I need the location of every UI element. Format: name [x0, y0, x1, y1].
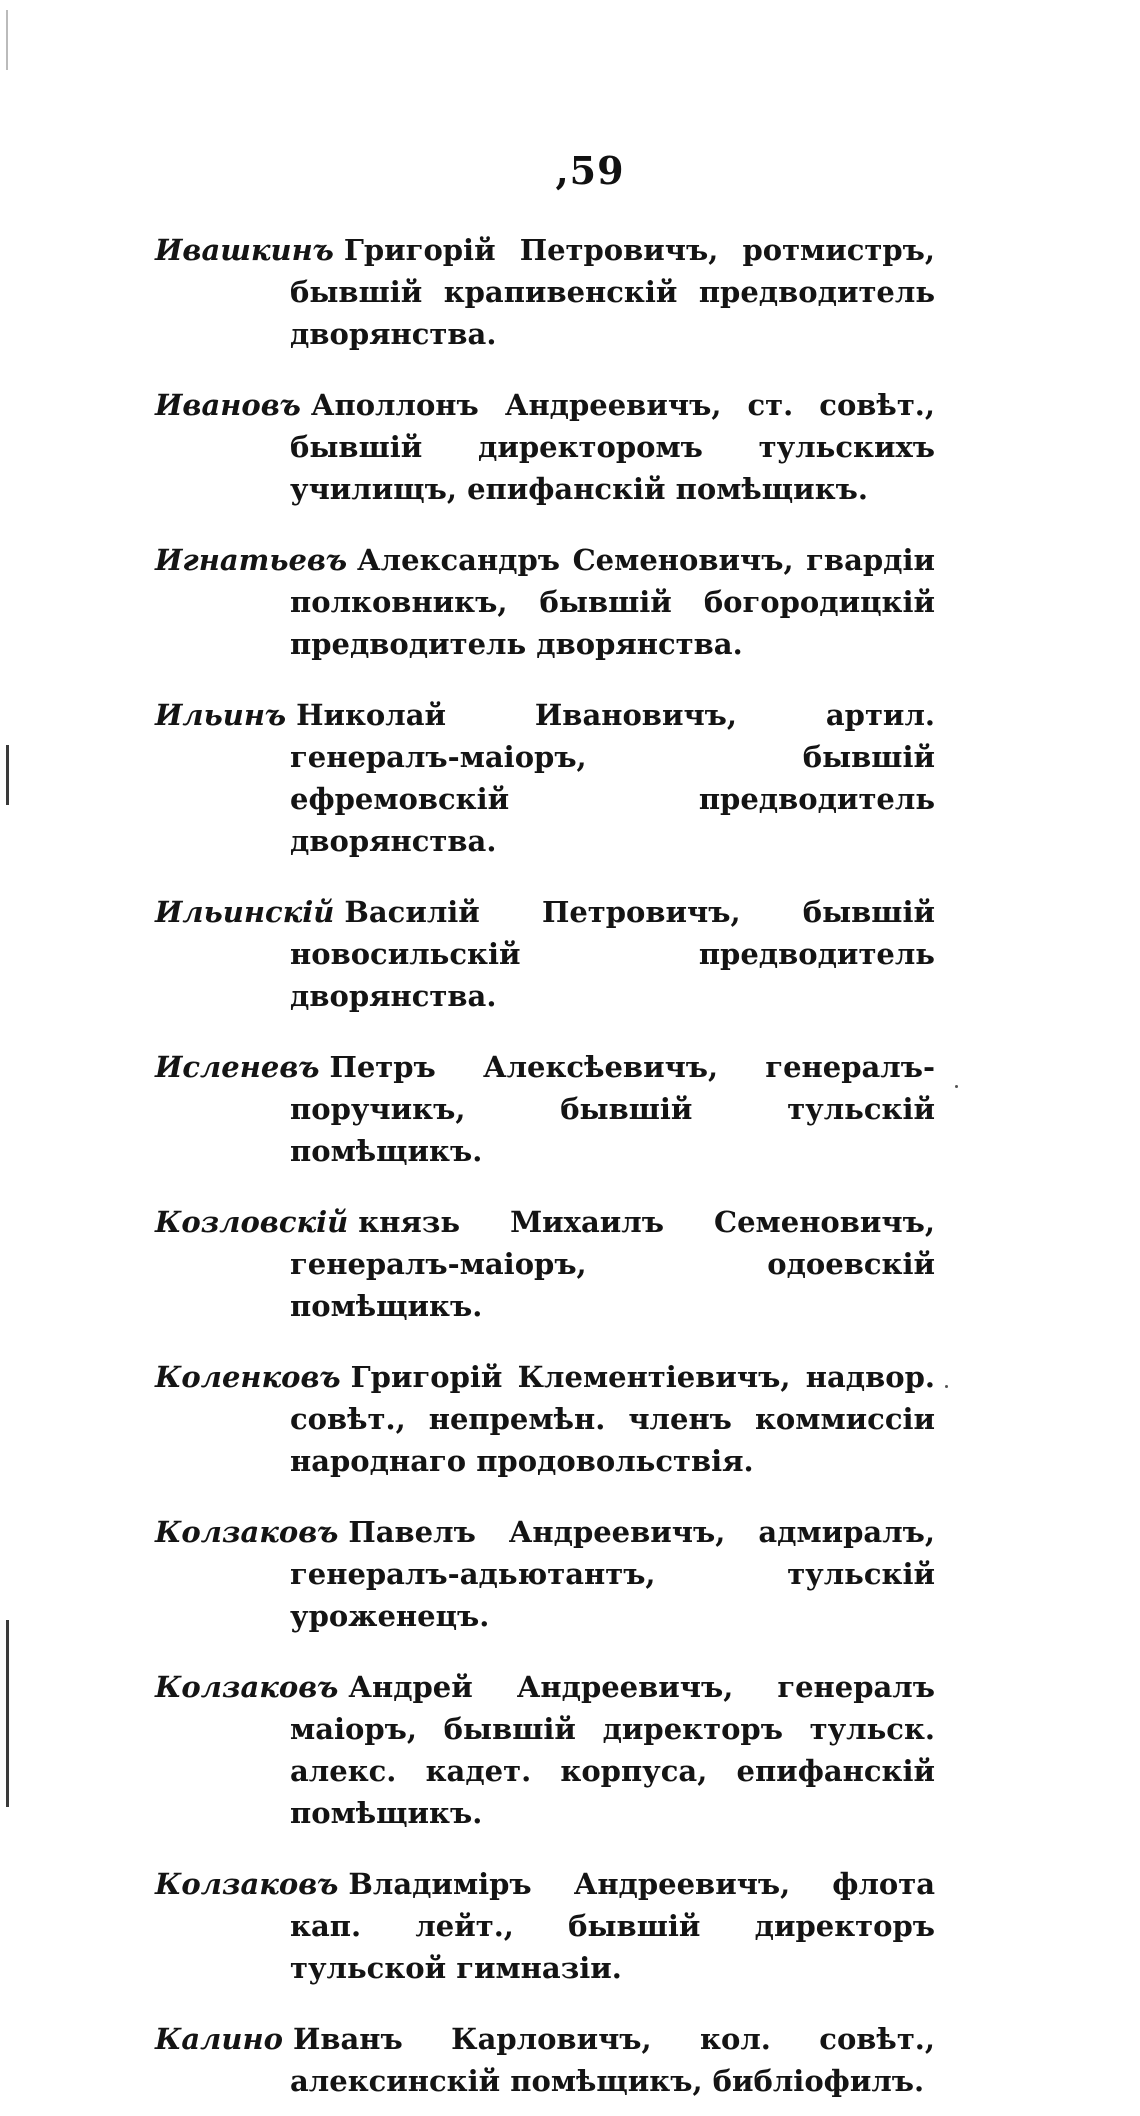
list-item [155, 384, 935, 510]
entry-surname: Игнатьевъ [155, 543, 348, 577]
list-item [155, 1356, 935, 1482]
entry-text: князь Михаилъ Семеновичъ, генералъ-маіоръ, одоевскій помѣщикъ. [290, 1205, 935, 1323]
entry-text: Василій Петровичъ, бывшій новосильскій предводитель дворянства. [290, 895, 935, 1013]
list-item [155, 891, 935, 1017]
entry-text: Александръ Семеновичъ, гвардіи полковникъ, бывшій богородицкій предводитель дворянства. [290, 543, 935, 661]
entry-surname: Ивашкинъ [155, 233, 334, 267]
entry-surname: Ильинскій [155, 895, 335, 929]
entry-surname: Ильинъ [155, 698, 287, 732]
list-item [155, 2018, 935, 2102]
list-item [155, 1511, 935, 1637]
scan-margin-line [6, 745, 9, 805]
scan-speck [955, 1085, 958, 1088]
list-item [155, 539, 935, 665]
entry-text: Николай Ивановичъ, артил. генералъ-маіоръ, бывшій ефремовскій предводитель дворянства. [290, 698, 935, 858]
scan-speck [945, 1385, 948, 1388]
entry-surname: Колзаковъ [155, 1867, 339, 1901]
scan-margin-line [6, 1620, 9, 1807]
entry-surname: Колзаковъ [155, 1515, 339, 1549]
list-item [155, 1863, 935, 1989]
entry-text: Григорій Клементіевичъ, надвор. совѣт., непремѣн. членъ коммиссіи народнаго продовольствія. [290, 1360, 935, 1478]
entry-surname: Коленковъ [155, 1360, 341, 1394]
entry-text: Иванъ Карловичъ, кол. совѣт., алексинскій помѣщикъ, библіофилъ. [290, 2022, 935, 2098]
entry-surname: Калино [155, 2022, 283, 2056]
entry-text: Владиміръ Андреевичъ, флота кап. лейт., бывшій директоръ тульской гимназіи. [290, 1867, 935, 1985]
entry-text: Андрей Андреевичъ, генералъ маіоръ, бывшій директоръ тульск. алекс. кадет. корпуса, епифанскій помѣщикъ. [290, 1670, 935, 1830]
entry-list [155, 200, 935, 2116]
entry-surname: Ивановъ [155, 388, 301, 422]
entry-text: Григорій Петровичъ, ротмистръ, бывшій крапивенскій предводитель дворянства. [290, 233, 935, 351]
entry-surname: Козловскій [155, 1205, 349, 1239]
entry-text: Аполлонъ Андреевичъ, ст. совѣт., бывшій директоромъ тульскихъ училищъ, епифанскій помѣщикъ. [290, 388, 935, 506]
page-number: ,59 [555, 148, 625, 193]
list-item [155, 1201, 935, 1327]
entry-surname: Исленевъ [155, 1050, 320, 1084]
entry-text: Павелъ Андреевичъ, адмиралъ, генералъ-адьютантъ, тульскій уроженецъ. [290, 1515, 935, 1633]
list-item [155, 1666, 935, 1834]
list-item [155, 229, 935, 355]
list-item [155, 694, 935, 862]
list-item [155, 1046, 935, 1172]
entry-text: Петръ Алексѣевичъ, генералъ-поручикъ, бывшій тульскій помѣщикъ. [290, 1050, 935, 1168]
scan-margin-line [6, 10, 8, 70]
entry-surname: Колзаковъ [155, 1670, 339, 1704]
